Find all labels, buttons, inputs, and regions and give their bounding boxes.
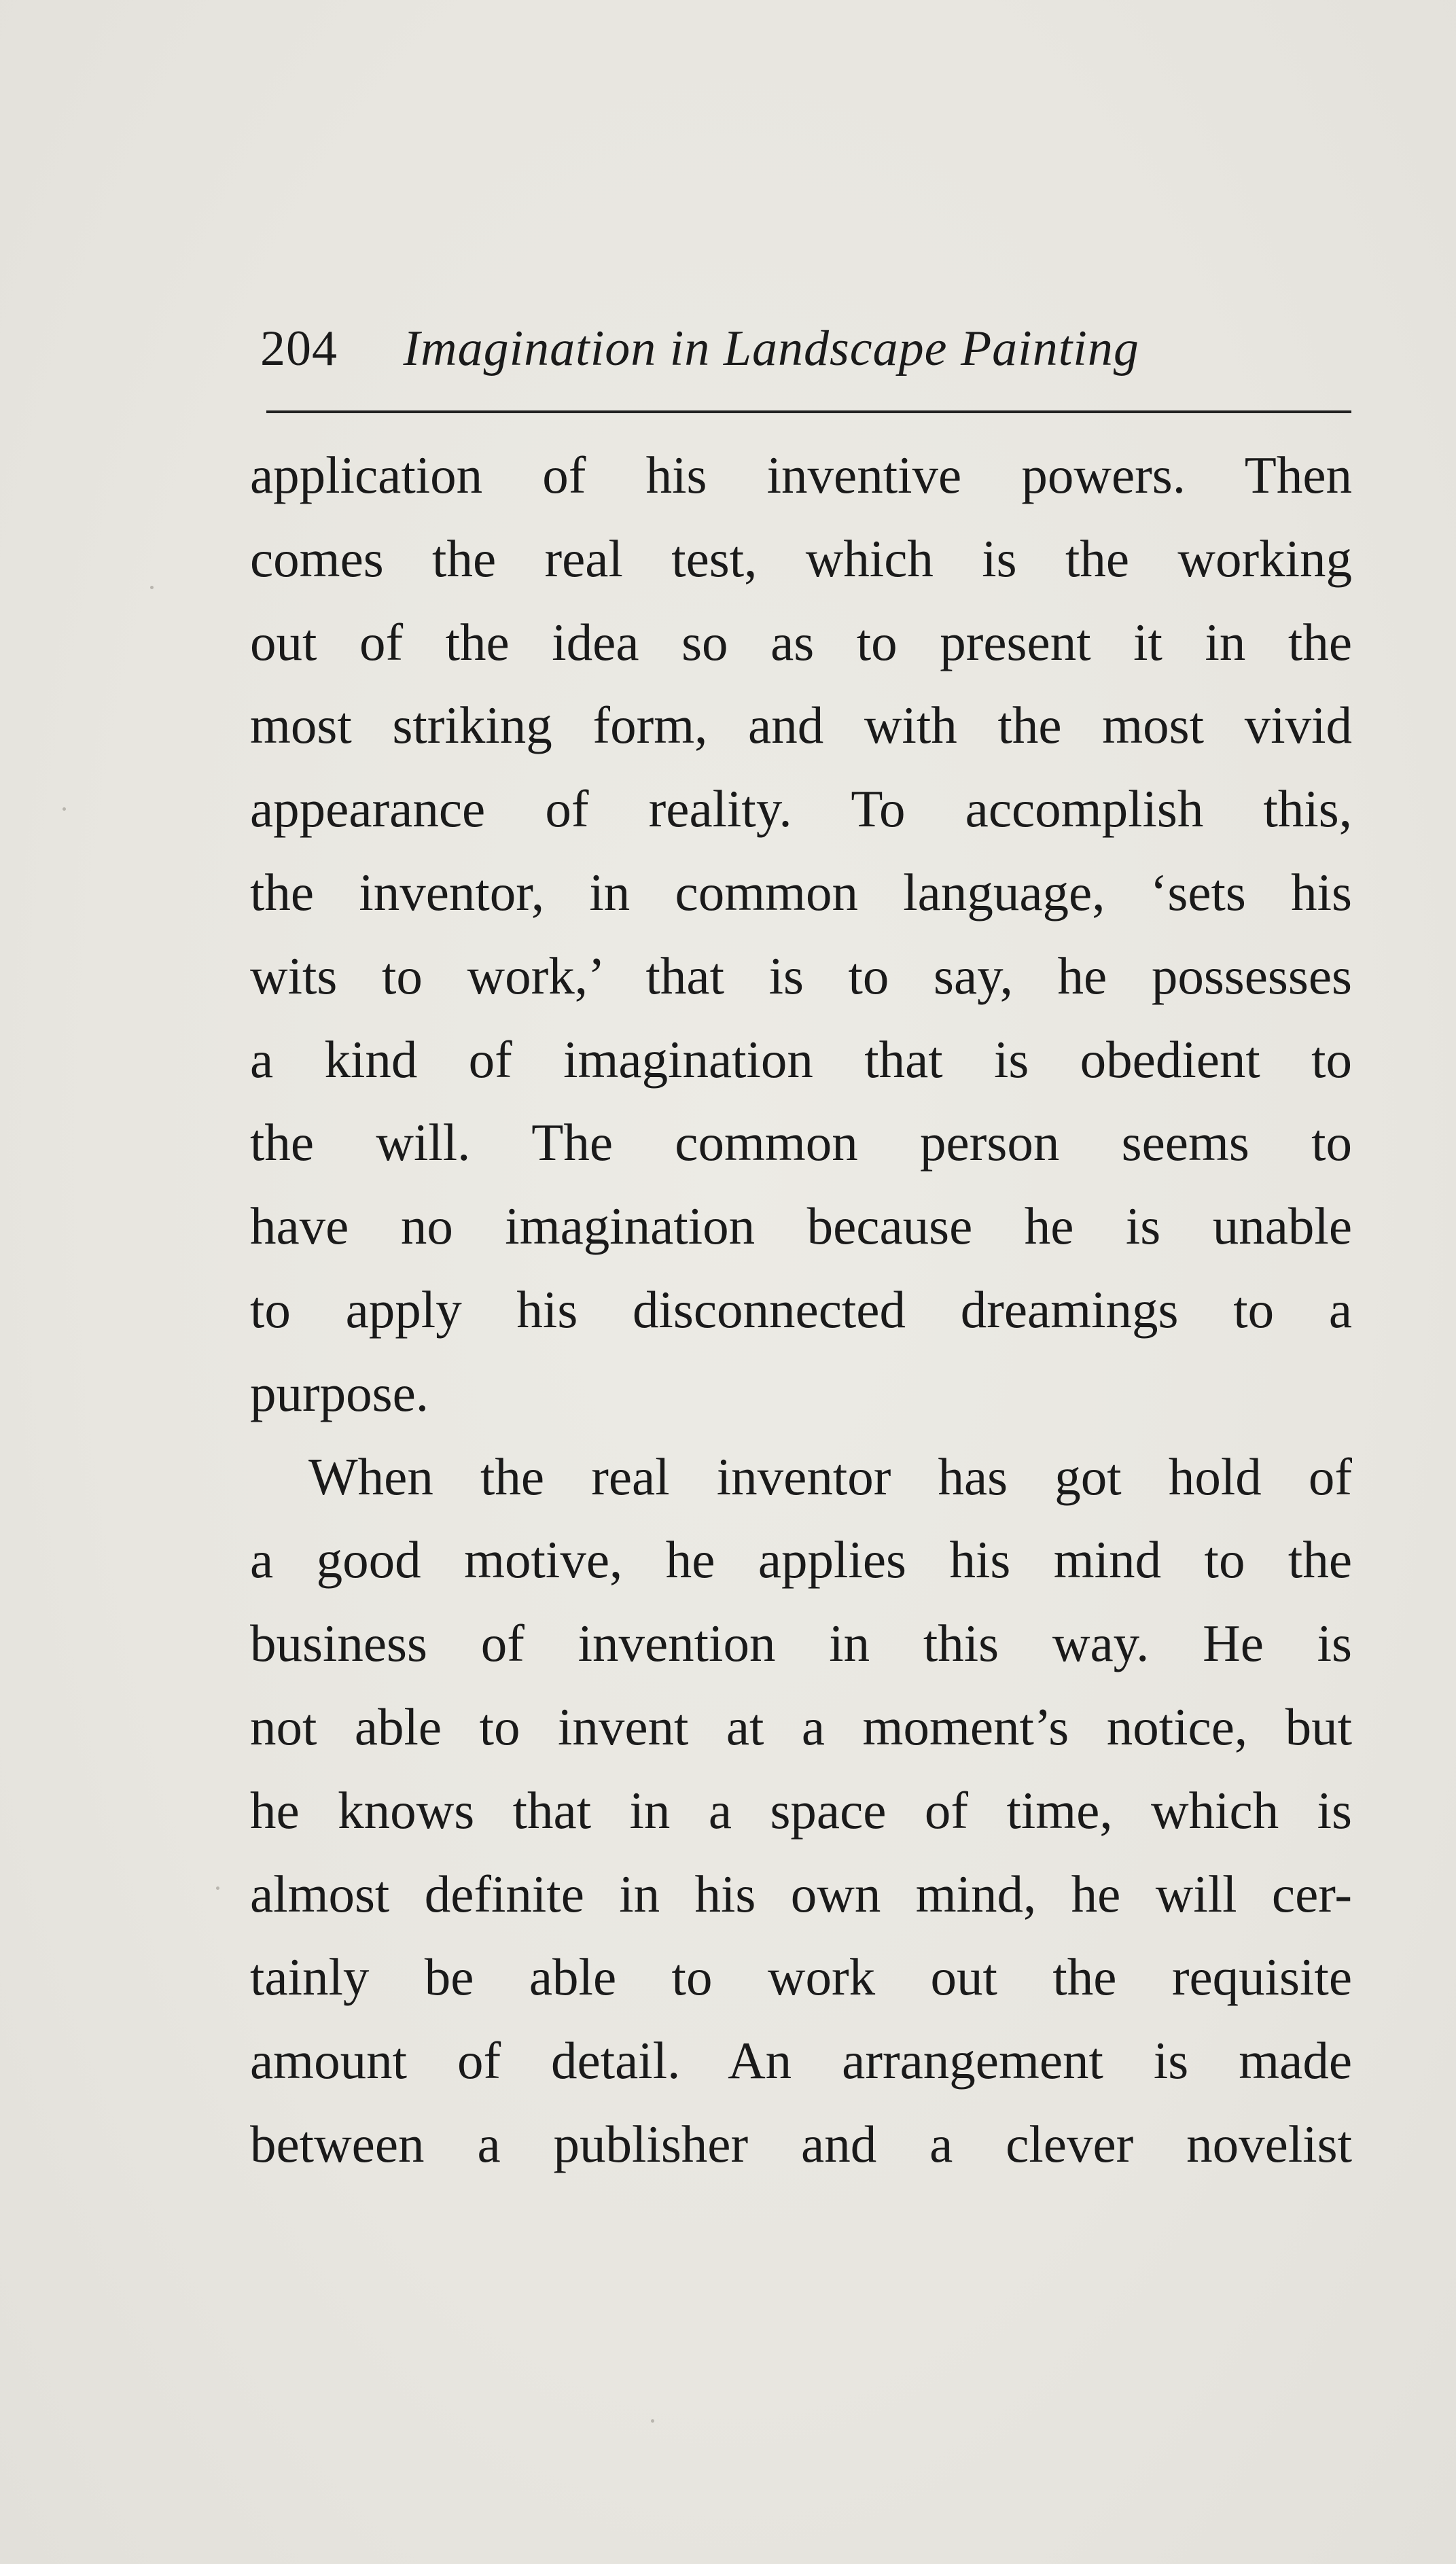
header-rule [266, 410, 1351, 413]
text-line: have no imagination because he is unable [250, 1197, 1352, 1256]
text-line: a good motive, he applies his mind to the [250, 1530, 1352, 1590]
text-line: application of his inventive powers. Then [250, 446, 1352, 504]
body-text [250, 434, 1352, 2186]
text-line: business of invention in this way. He is [250, 1614, 1352, 1673]
text-line: comes the real test, which is the working [250, 529, 1352, 588]
page-number: 204 [260, 321, 338, 376]
running-head [260, 318, 1347, 379]
text-line: tainly be able to work out the requisite [250, 1948, 1352, 2007]
text-line: the will. The common person seems to [250, 1113, 1352, 1172]
text-line: not able to invent at a moment’s notice, but [250, 1697, 1352, 1756]
text-line: between a publisher and a clever novelist [250, 2114, 1352, 2173]
text-line: to apply his disconnected dreamings to a [250, 1280, 1352, 1339]
text-line: appearance of reality. To accomplish this, [250, 779, 1352, 839]
text-line: the inventor, in common language, ‘sets his [250, 862, 1352, 921]
text-line-paragraph-end: purpose. [250, 1363, 429, 1422]
paper-speck [150, 586, 154, 589]
text-line-paragraph-start: When the real inventor has got hold of [308, 1447, 1352, 1506]
text-line: wits to work,’ that is to say, he possesses [250, 946, 1352, 1005]
text-line: he knows that in a space of time, which is [250, 1780, 1352, 1840]
text-line: amount of detail. An arrangement is made [250, 2031, 1352, 2090]
paper-speck [651, 2419, 654, 2423]
running-title: Imagination in Landscape Painting [403, 321, 1139, 376]
text-line: a kind of imagination that is obedient to [250, 1030, 1352, 1089]
text-line: out of the idea so as to present it in the [250, 612, 1352, 671]
text-line: almost definite in his own mind, he will cer- [250, 1864, 1352, 1923]
text-line: most striking form, and with the most vivid [250, 696, 1352, 755]
paper-speck [63, 807, 66, 811]
paper-speck [216, 1886, 219, 1890]
